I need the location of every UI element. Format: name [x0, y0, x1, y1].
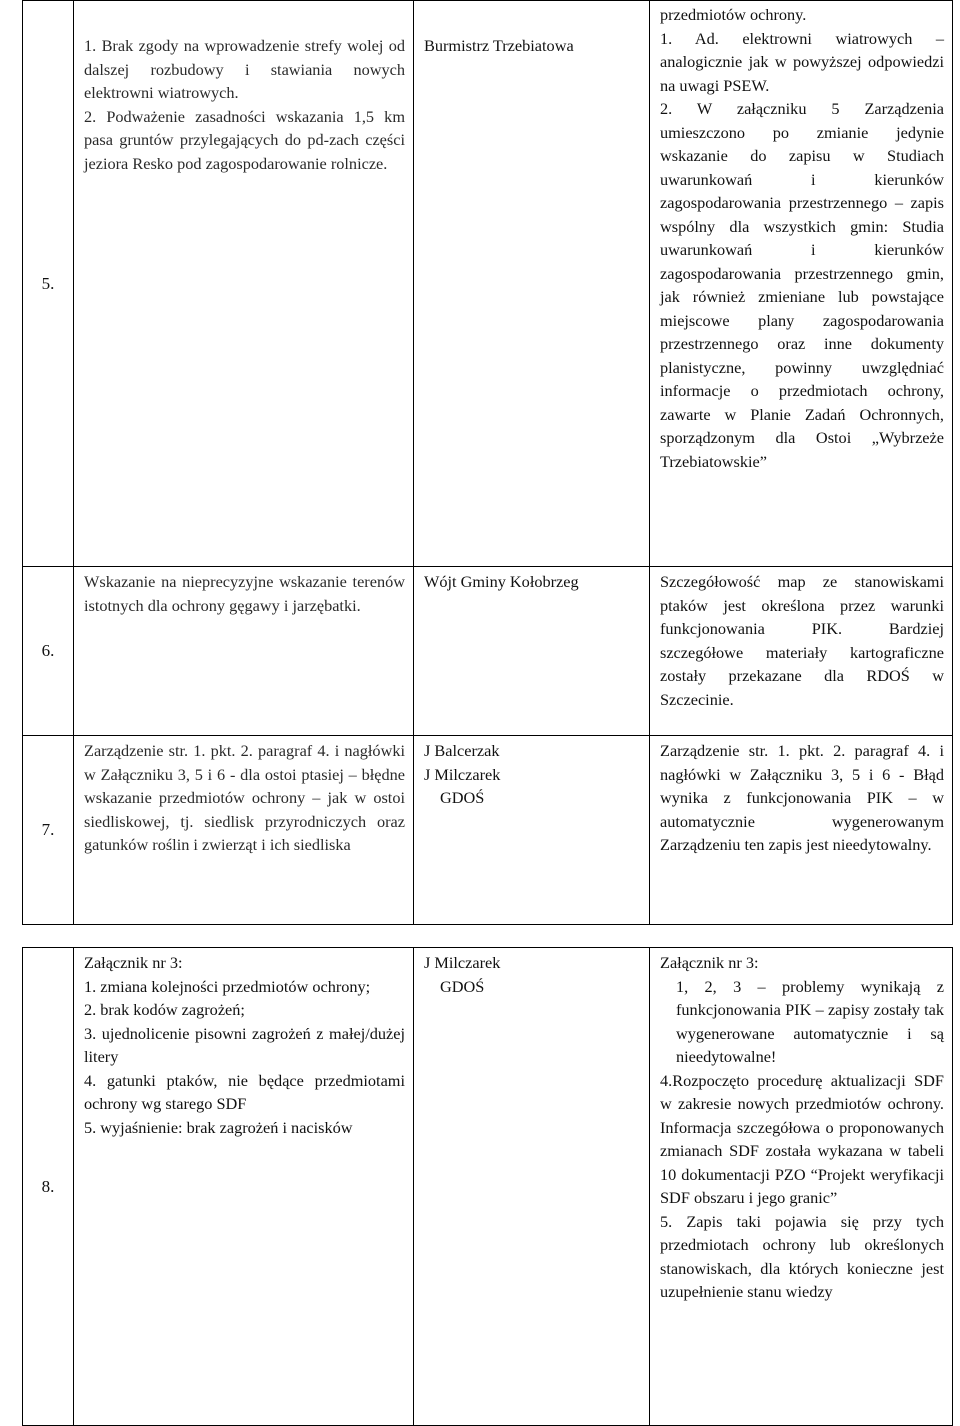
author-line: J Milczarek: [424, 764, 501, 784]
comments-table: [22, 947, 953, 1426]
comment-cell: [74, 948, 414, 1426]
response-cell: [650, 948, 953, 1426]
author-line: J Milczarek: [424, 953, 501, 972]
table-row: [23, 567, 953, 736]
comments-table-continued: [22, 0, 953, 925]
author-line: GDOŚ: [440, 976, 485, 996]
response-cell: [650, 736, 953, 925]
response-item: 2. W załączniku 5 Zarządzenia umieszczono po zmianie jedynie wskazanie do zapisu w Studiach uwarunkowań i kierunków zagospodarowania przestrzennego – zapis wspólny dla wszystkich gmin: Studia uwarunkowań i kierunków zagospodarowania przestrzennego gmin, jak również zmieniane lub powstające miejscowe plany zagospodarowania przestrzennego oraz inne dokumenty planistyczne, powinny uwzględniać informacje o przedmiotach ochrony, zawarte w Planie Zadań Ochronnych, sporządzonym dla Ostoi „Wybrzeże Trzebiatowskie”: [660, 99, 944, 471]
comment-item: Załącznik nr 3:: [84, 953, 183, 972]
table-row: [23, 1, 953, 567]
row-number: 7.: [23, 736, 74, 925]
author-cell: [414, 567, 650, 736]
response-cell: [650, 567, 953, 736]
table-row: [23, 736, 953, 925]
author: Burmistrz Trzebiatowa: [424, 36, 574, 55]
comment-cell: [74, 736, 414, 925]
response-item: 1, 2, 3 – problemy wynikają z funkcjonowania PIK – zapisy zostały tak wygenerowane automatycznie i są nieedytowalne!: [676, 976, 944, 1066]
comment-item: 5. wyjaśnienie: brak zagrożeń i nacisków: [84, 1117, 353, 1137]
author-line: J Balcerzak: [424, 741, 500, 760]
response-item: 1. Ad. elektrowni wiatrowych – analogicznie jak w powyższej odpowiedzi na uwagi PSEW.: [660, 28, 944, 95]
comment-item: Zarządzenie str. 1. pkt. 2. paragraf 4. i nagłówki w Załączniku 3, 5 i 6 - dla ostoi ptasiej – błędne wskazanie przedmiotów ochrony – jak w ostoi siedliskowej, tj. siedlisk przyrodniczych oraz gatunków roślin i zwierząt i ich siedliska: [84, 741, 405, 854]
author-cell: [414, 736, 650, 925]
comment-item: 3. ujednolicenie pisowni zagrożeń z małej/dużej litery: [84, 1023, 405, 1066]
comment-cell: [74, 1, 414, 567]
comment-cell: [74, 567, 414, 736]
author: Wójt Gminy Kołobrzeg: [424, 572, 579, 591]
response-item: 5. Zapis taki pojawia się przy tych przedmiotach ochrony lub określonych stanowiskach, dla których konieczne jest uzupełnienie stanu wiedzy: [660, 1211, 944, 1301]
comment-item: 1. Brak zgody na wprowadzenie strefy wolej od dalszej rozbudowy i stawiania nowych elektrowni wiatrowych.: [84, 36, 405, 102]
author-cell: [414, 1, 650, 567]
response-item: 4.Rozpoczęto procedurę aktualizacji SDF w zakresie nowych przedmiotów ochrony. Informacja szczegółowa o proponowanych zmianach SDF została wykazana w tabeli 10 dokumentacji PZO “Projekt weryfikacji SDF obszaru i jego granic”: [660, 1070, 944, 1207]
response-item: przedmiotów ochrony.: [660, 5, 807, 24]
row-number: 8.: [23, 948, 74, 1426]
table-row: [23, 948, 953, 1426]
author-line: GDOŚ: [440, 788, 485, 807]
response-cell: [650, 1, 953, 567]
author-cell: [414, 948, 650, 1426]
comment-item: Wskazanie na nieprecyzyjne wskazanie terenów istotnych dla ochrony gęgawy i jarzębatki.: [84, 572, 405, 615]
row-number: 6.: [23, 567, 74, 736]
comment-item: 2. Podważenie zasadności wskazania 1,5 km pasa gruntów przylegających do pd-zach części jeziora Resko pod zagospodarowanie rolnicze.: [84, 106, 405, 173]
response-item: Szczegółowość map ze stanowiskami ptaków jest określona przez warunki funkcjonowania PIK. Bardziej szczegółowe materiały kartograficzne zostały przekazane dla RDOŚ w Szczecinie.: [660, 572, 944, 709]
row-number: 5.: [23, 1, 74, 567]
comment-item: 1. zmiana kolejności przedmiotów ochrony;: [84, 976, 371, 996]
response-item: Zarządzenie str. 1. pkt. 2. paragraf 4. i nagłówki w Załączniku 3, 5 i 6 - Błąd wynika z funkcjonowania PIK – w automatycznie wygenerowanym Zarządzeniu ten zapis jest nieedytowalny.: [660, 741, 944, 854]
response-item: Załącznik nr 3:: [660, 953, 759, 972]
comment-item: 4. gatunki ptaków, nie będące przedmiotami ochrony wg starego SDF: [84, 1070, 405, 1113]
comment-item: 2. brak kodów zagrożeń;: [84, 1000, 245, 1019]
